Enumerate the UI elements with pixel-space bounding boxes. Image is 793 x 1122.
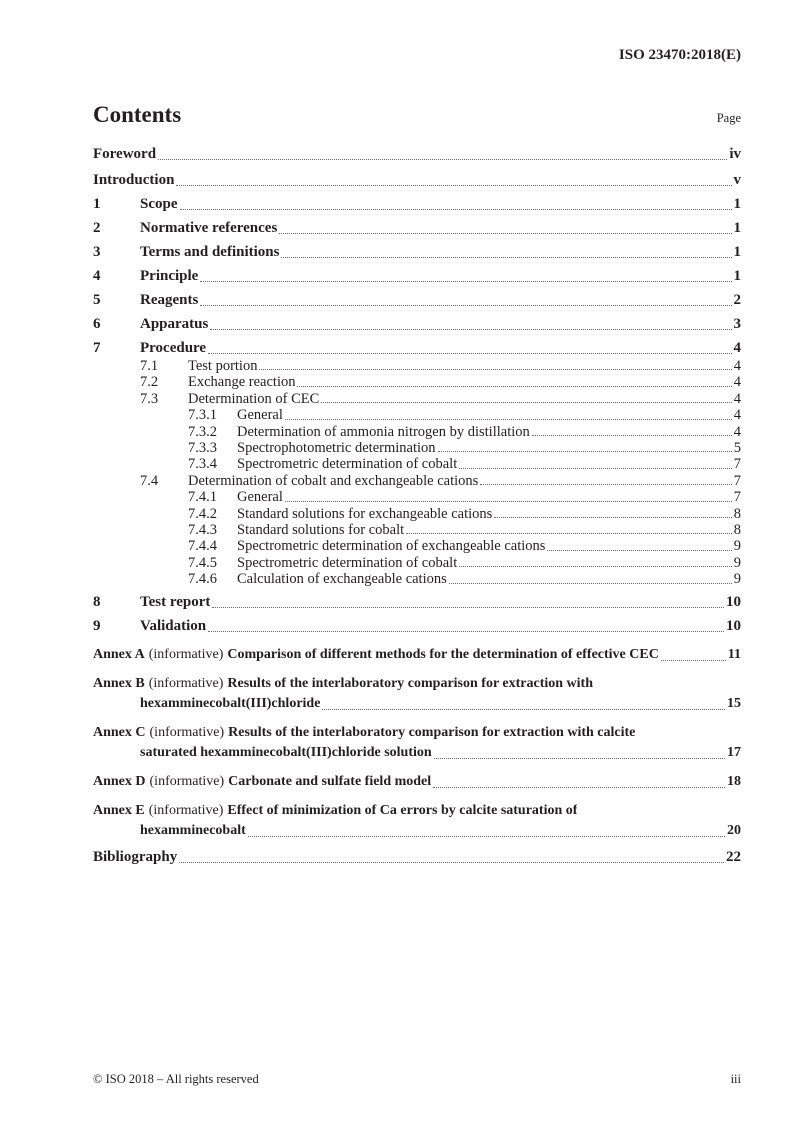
toc-annex-infix: (informative) — [149, 773, 225, 789]
contents-heading-row — [93, 102, 741, 128]
dot-leader — [179, 862, 724, 863]
toc-entry-page: 1 — [733, 220, 741, 236]
dot-leader — [661, 660, 726, 661]
toc-entry[interactable] — [93, 145, 741, 164]
toc-entry-number: 6 — [93, 316, 101, 332]
toc-entry-page: 7 — [733, 472, 741, 489]
toc-entry[interactable] — [93, 358, 741, 374]
toc-entry[interactable] — [93, 456, 741, 472]
toc-entry-number: 7.4.2 — [188, 505, 217, 522]
toc-entry-label: Reagents — [140, 292, 199, 308]
toc-entry-page: 9 — [733, 538, 741, 555]
dot-leader — [480, 484, 731, 485]
toc-entry-number: 7.4 — [140, 472, 159, 489]
toc-entry-label: Foreword — [93, 146, 157, 162]
dot-leader — [285, 419, 732, 420]
toc-entry-label: Spectrometric determination of cobalt — [237, 554, 458, 571]
dot-leader — [208, 353, 731, 354]
page-footer — [93, 1072, 741, 1087]
toc-annex-prefix: Annex E — [93, 802, 145, 818]
toc-entry-label: Scope — [140, 196, 178, 212]
toc-entry-number: 7.4.4 — [188, 538, 217, 555]
toc-entry[interactable] — [93, 391, 741, 407]
toc-entry-number: 8 — [93, 593, 101, 610]
toc-entry-number: 4 — [93, 268, 101, 284]
toc-entry-number: 7 — [93, 340, 101, 356]
toc-entry-label: Determination of CEC — [188, 390, 320, 407]
toc-entry-label: Spectrophotometric determination — [237, 440, 436, 457]
toc-entry-page: 9 — [733, 571, 741, 588]
dot-leader — [434, 758, 725, 759]
toc-entry-label: Principle — [140, 268, 199, 284]
toc-entry-number: 9 — [93, 617, 101, 634]
toc-entry-number: 7.3.4 — [188, 456, 217, 473]
dot-leader — [281, 257, 731, 258]
toc-entry-number: 7.3.2 — [188, 423, 217, 440]
dot-leader — [547, 550, 731, 551]
dot-leader — [208, 631, 724, 632]
toc-entry-number: 7.3 — [140, 390, 159, 407]
dot-leader — [449, 583, 732, 584]
page-header — [93, 47, 741, 64]
dot-leader — [321, 402, 731, 403]
toc-entry[interactable] — [93, 440, 741, 456]
toc-entry-label: Bibliography — [93, 848, 178, 865]
toc-entry-page: 4 — [733, 340, 741, 356]
toc-entry-page: 1 — [733, 268, 741, 284]
toc-entry-number: 5 — [93, 292, 101, 308]
dot-leader — [248, 836, 725, 837]
toc-entry-annex[interactable] — [93, 801, 741, 841]
page-title: Contents — [93, 102, 182, 127]
toc-entry-number: 7.4.1 — [188, 489, 217, 506]
toc-entry-label: General — [237, 489, 283, 506]
toc-entry[interactable] — [93, 424, 741, 440]
toc-entry-page: 10 — [726, 593, 741, 610]
toc-entry-number: 7.3.3 — [188, 440, 217, 457]
toc-entry-number: 7.4.5 — [188, 554, 217, 571]
dot-leader — [180, 209, 732, 210]
toc-annex-title-continued: hexamminecobalt — [140, 822, 246, 838]
toc-entry-page: 17 — [727, 744, 741, 760]
toc-entry-label: Introduction — [93, 172, 175, 188]
toc-entry-label: General — [237, 407, 283, 424]
toc-entry-annex[interactable] — [93, 645, 741, 665]
dot-leader — [494, 517, 731, 518]
toc-entry-page: 1 — [733, 196, 741, 212]
dot-leader — [297, 386, 731, 387]
toc-list — [93, 145, 741, 867]
toc-entry-page: 1 — [733, 244, 741, 260]
toc-entry-page: 22 — [726, 848, 741, 865]
toc-annex-title-continued: hexamminecobalt(III)chloride — [140, 695, 321, 711]
toc-entry-number: 1 — [93, 196, 101, 212]
toc-entry-label: Terms and definitions — [140, 244, 280, 260]
toc-entry-number: 2 — [93, 220, 101, 236]
toc-entry-annex[interactable] — [93, 772, 741, 792]
toc-entry-page: 4 — [733, 423, 741, 440]
toc-entry-page: 2 — [733, 292, 741, 308]
toc-entry-label: Calculation of exchangeable cations — [237, 571, 447, 588]
toc-entry-page: 5 — [733, 440, 741, 457]
toc-entry-page: 7 — [733, 489, 741, 506]
dot-leader — [200, 305, 731, 306]
toc-entry[interactable] — [93, 571, 741, 587]
dot-leader — [176, 185, 731, 186]
dot-leader — [210, 329, 731, 330]
toc-entry-label: Procedure — [140, 340, 207, 356]
toc-entry-page: 8 — [733, 505, 741, 522]
toc-entry-label: Test portion — [188, 358, 258, 374]
dot-leader — [433, 787, 725, 788]
toc-annex-title: Comparison of different methods for the determination of effective CEC — [227, 646, 659, 662]
toc-entry[interactable] — [93, 848, 741, 867]
toc-entry[interactable] — [93, 195, 741, 214]
toc-annex-infix: (informative) — [148, 646, 224, 662]
dot-leader — [200, 281, 731, 282]
toc-entry[interactable] — [93, 267, 741, 286]
toc-entry[interactable] — [93, 243, 741, 262]
toc-entry-page: 11 — [727, 646, 741, 662]
toc-entry[interactable] — [93, 522, 741, 538]
toc-entry-label: Test report — [140, 593, 211, 610]
toc-entry-annex[interactable] — [93, 723, 741, 763]
toc-annex-title-continued: saturated hexamminecobalt(III)chloride solution — [140, 744, 432, 760]
toc-entry-page: 20 — [727, 822, 741, 838]
content-area — [93, 102, 741, 867]
toc-annex-prefix: Annex C — [93, 724, 146, 740]
toc-entry-label: Normative references — [140, 220, 278, 236]
toc-annex-title: Carbonate and sulfate field model — [228, 773, 432, 789]
dot-leader — [259, 369, 731, 370]
toc-annex-prefix: Annex A — [93, 646, 145, 662]
toc-entry-number: 7.4.6 — [188, 571, 217, 588]
toc-entry[interactable] — [93, 374, 741, 390]
toc-entry-label: Determination of cobalt and exchangeable cations — [188, 472, 479, 489]
dot-leader — [322, 709, 725, 710]
toc-annex-infix: (informative) — [149, 724, 225, 740]
dot-leader — [459, 468, 732, 469]
toc-entry-label: Spectrometric determination of cobalt — [237, 456, 458, 473]
toc-entry-page: 9 — [733, 554, 741, 571]
toc-entry[interactable] — [93, 506, 741, 522]
folio-page-number: iii — [730, 1072, 741, 1086]
toc-entry-label: Apparatus — [140, 316, 209, 332]
toc-entry-label: Standard solutions for cobalt — [237, 522, 405, 539]
dot-leader — [212, 607, 724, 608]
toc-annex-prefix: Annex B — [93, 675, 145, 691]
toc-entry-number: 7.4.3 — [188, 522, 217, 539]
toc-entry[interactable] — [93, 407, 741, 423]
toc-entry[interactable] — [93, 555, 741, 571]
toc-entry-number: 7.3.1 — [188, 407, 217, 424]
page-column-label: Page — [716, 111, 741, 125]
toc-annex-infix: (informative) — [148, 802, 224, 818]
toc-entry[interactable] — [93, 538, 741, 554]
toc-entry-page: 8 — [733, 522, 741, 539]
toc-entry-page: iv — [729, 146, 741, 162]
toc-entry-page: 4 — [733, 374, 741, 391]
dot-leader — [406, 533, 732, 534]
toc-entry-page: 4 — [733, 390, 741, 407]
toc-entry[interactable] — [93, 171, 741, 190]
toc-entry-label: Determination of ammonia nitrogen by distillation — [237, 423, 530, 440]
toc-entry[interactable] — [93, 219, 741, 238]
toc-entry-number: 7.2 — [140, 374, 159, 391]
toc-entry[interactable] — [93, 617, 741, 636]
toc-annex-prefix: Annex D — [93, 773, 146, 789]
dot-leader — [532, 435, 732, 436]
toc-annex-title: Results of the interlaboratory comparison for extraction with calcite — [228, 724, 636, 740]
toc-entry-page: 3 — [733, 316, 741, 332]
dot-leader — [285, 501, 732, 502]
toc-entry-page: v — [733, 172, 741, 188]
toc-entry-label: Standard solutions for exchangeable cations — [237, 505, 493, 522]
toc-entry-page: 4 — [733, 407, 741, 424]
dot-leader — [279, 233, 731, 234]
dot-leader — [438, 451, 732, 452]
dot-leader — [459, 566, 732, 567]
toc-entry-page: 4 — [733, 358, 741, 374]
copyright-notice: © ISO 2018 – All rights reserved — [93, 1072, 259, 1086]
toc-entry[interactable] — [93, 473, 741, 489]
dot-leader — [158, 159, 727, 160]
toc-entry[interactable] — [93, 315, 741, 334]
document-reference: ISO 23470:2018(E) — [618, 47, 741, 63]
toc-entry-label: Validation — [140, 617, 207, 634]
toc-entry-number: 3 — [93, 244, 101, 260]
toc-entry-label: Exchange reaction — [188, 374, 296, 391]
toc-entry[interactable] — [93, 339, 741, 358]
toc-annex-title: Results of the interlaboratory comparison for extraction with — [227, 675, 594, 691]
toc-entry-page: 10 — [726, 617, 741, 634]
toc-entry-annex[interactable] — [93, 674, 741, 714]
toc-entry[interactable] — [93, 593, 741, 612]
toc-entry[interactable] — [93, 291, 741, 310]
toc-entry-number: 7.1 — [140, 358, 159, 374]
toc-entry-label: Spectrometric determination of exchangeable cations — [237, 538, 546, 555]
toc-entry-page: 7 — [733, 456, 741, 473]
toc-entry-page: 18 — [727, 773, 741, 789]
toc-annex-title: Effect of minimization of Ca errors by calcite saturation of — [227, 802, 578, 818]
toc-entry[interactable] — [93, 489, 741, 505]
toc-annex-infix: (informative) — [148, 675, 224, 691]
toc-entry-page: 15 — [727, 695, 741, 711]
